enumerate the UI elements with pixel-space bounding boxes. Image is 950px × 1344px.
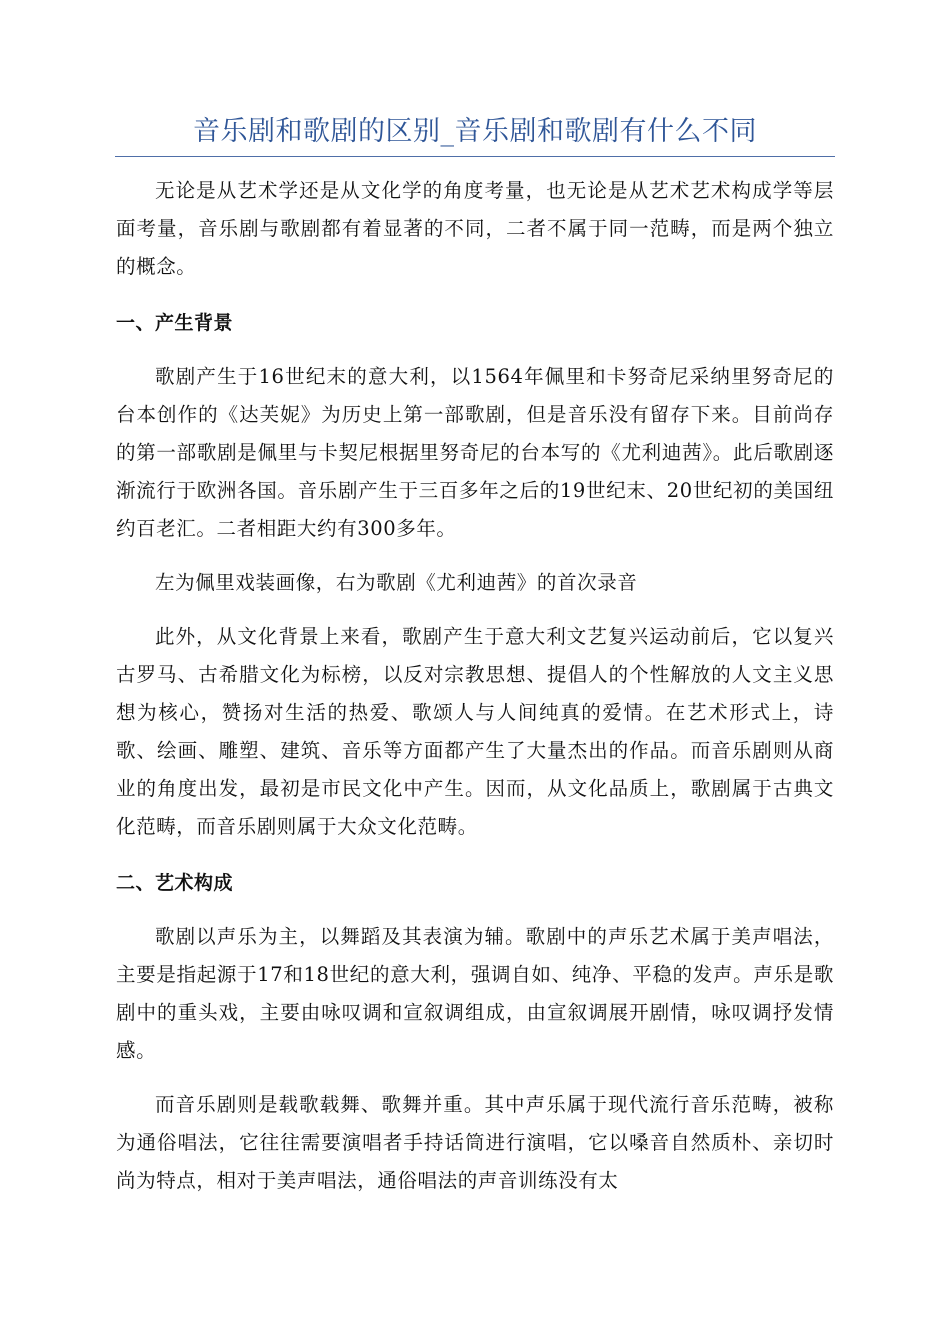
paragraph-cultural-background: 此外，从文化背景上来看，歌剧产生于意大利文艺复兴运动前后，它以复兴古罗马、古希腊文化为标榜，以反对宗教思想、提倡人的个性解放的人文主义思想为核心，赞扬对生活的热爱、歌颂人与人间纯真的爱情。在艺术形式上，诗歌、绘画、雕塑、建筑、音乐等方面都产生了大量杰出的作品。而音乐剧则从商业的角度出发，最初是市民文化中产生。因而，从文化品质上，歌剧属于古典文化范畴，而音乐剧则属于大众文化范畴。 — [116, 625, 834, 838]
paragraph-musical-vocal: 而音乐剧则是载歌载舞、歌舞并重。其中声乐属于现代流行音乐范畴，被称为通俗唱法，它往往需要演唱者手持话筒进行演唱，它以嗓音自然质朴、亲切时尚为特点，相对于美声唱法，通俗唱法的声音训练没有太 — [116, 1093, 834, 1192]
paragraph-origin: 歌剧产生于16世纪末的意大利，以1564年佩里和卡努奇尼采纳里努奇尼的台本创作的《达芙妮》为历史上第一部歌剧，但是音乐没有留存下来。目前尚存的第一部歌剧是佩里与卡契尼根据里努奇尼的台本写的《尤利迪茜》。此后歌剧逐渐流行于欧洲各国。音乐剧产生于三百多年之后的19世纪末、20世纪初的美国纽约百老汇。二者相距大约有300多年。 — [116, 365, 834, 540]
document-body — [116, 172, 834, 1200]
title-block — [115, 112, 835, 157]
section-heading-background: 一、产生背景 — [116, 312, 234, 334]
intro-paragraph: 无论是从艺术学还是从文化学的角度考量，也无论是从艺术艺术构成学等层面考量，音乐剧与歌剧都有着显著的不同，二者不属于同一范畴，而是两个独立的概念。 — [116, 179, 834, 278]
paragraph-opera-vocal: 歌剧以声乐为主，以舞蹈及其表演为辅。歌剧中的声乐艺术属于美声唱法，主要是指起源于17和18世纪的意大利，强调自如、纯净、平稳的发声。声乐是歌剧中的重头戏，主要由咏叹调和宣叙调组成，由宣叙调展开剧情，咏叹调抒发情感。 — [116, 925, 834, 1062]
document-title: 音乐剧和歌剧的区别_音乐剧和歌剧有什么不同 — [193, 116, 757, 147]
image-caption: 左为佩里戏装画像，右为歌剧《尤利迪茜》的首次录音 — [155, 571, 638, 594]
section-heading-art-composition: 二、艺术构成 — [116, 872, 234, 894]
